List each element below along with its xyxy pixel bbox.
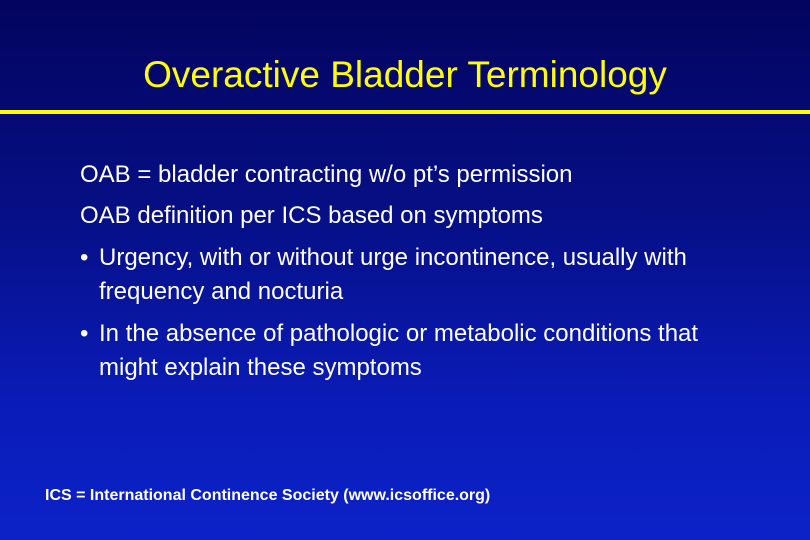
- slide-title: Overactive Bladder Terminology: [143, 54, 667, 95]
- bullet-marker: •: [80, 320, 89, 347]
- body-line-oab-definition: OAB = bladder contracting w/o pt’s permission: [80, 161, 573, 188]
- bullet-text: Urgency, with or without urge incontinence, usually with frequency and nocturia: [99, 244, 687, 305]
- bullet-item-urgency: [80, 241, 750, 309]
- footnote: ICS = International Continence Society (www.icsoffice.org): [45, 487, 491, 504]
- title-divider: [0, 110, 810, 114]
- bullet-marker: •: [80, 244, 89, 271]
- bullet-text: In the absence of pathologic or metabolic conditions that might explain these symptoms: [99, 320, 699, 381]
- bullet-item-absence-of-conditions: [80, 317, 750, 385]
- body-line-ics-definition: OAB definition per ICS based on symptoms: [80, 202, 543, 229]
